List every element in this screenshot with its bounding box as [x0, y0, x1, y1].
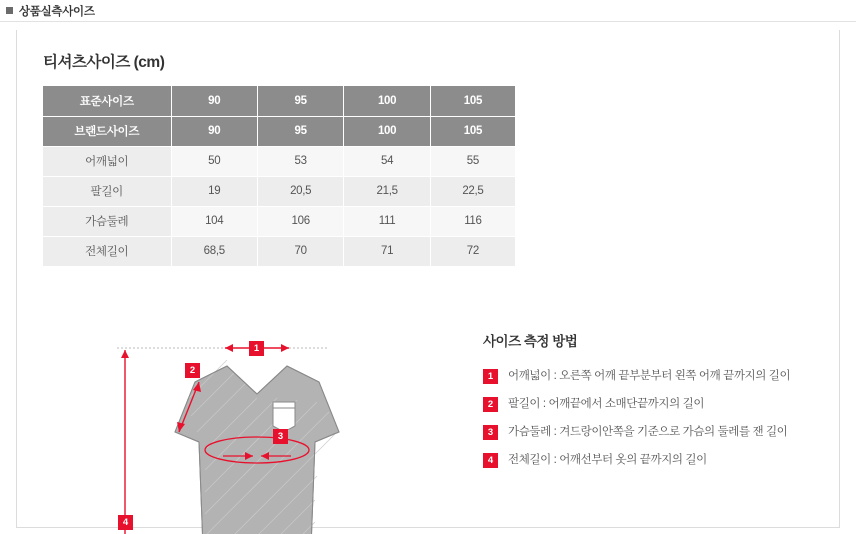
list-item [483, 368, 833, 384]
cell: 116 [430, 206, 515, 236]
method-text-1: 어깨넓이 : 오른쪽 어깨 끝부분부터 왼쪽 어깨 끝까지의 길이 [508, 370, 791, 382]
cell: 105 [430, 116, 515, 146]
cell: 50 [171, 146, 257, 176]
row-label: 표준사이즈 [43, 86, 171, 116]
table-row [43, 116, 515, 146]
row-label: 어깨넓이 [43, 146, 171, 176]
size-table [43, 86, 515, 266]
table-heading: 티셔츠사이즈 (cm) [43, 54, 165, 71]
method-badge-3: 3 [483, 425, 498, 440]
table-row [43, 206, 515, 236]
method-badge-1: 1 [483, 369, 498, 384]
diagram-badge-2: 2 [185, 363, 200, 378]
row-label: 가슴둘레 [43, 206, 171, 236]
bullet-square-icon [6, 7, 13, 14]
cell: 54 [344, 146, 430, 176]
row-label: 전체길이 [43, 236, 171, 266]
diagram-badge-1: 1 [249, 341, 264, 356]
table-row [43, 176, 515, 206]
cell: 95 [257, 116, 343, 146]
cell: 68,5 [171, 236, 257, 266]
list-item [483, 396, 833, 412]
measure-method-block [483, 330, 833, 480]
cell: 90 [171, 86, 257, 116]
method-badge-2: 2 [483, 397, 498, 412]
cell: 22,5 [430, 176, 515, 206]
row-label: 팔길이 [43, 176, 171, 206]
cell: 106 [257, 206, 343, 236]
cell: 21,5 [344, 176, 430, 206]
content-panel [16, 30, 840, 528]
page-title: 상품실측사이즈 [19, 5, 95, 18]
list-item [483, 452, 833, 468]
method-text-3: 가슴둘레 : 겨드랑이안쪽을 기준으로 가슴의 둘레를 잰 길이 [508, 426, 788, 438]
diagram-badge-3: 3 [273, 429, 288, 444]
cell: 95 [257, 86, 343, 116]
list-item [483, 424, 833, 440]
cell: 70 [257, 236, 343, 266]
cell: 71 [344, 236, 430, 266]
method-badge-4: 4 [483, 453, 498, 468]
method-text-2: 팔길이 : 어깨끝에서 소매단끝까지의 길이 [508, 398, 705, 410]
method-text-4: 전체길이 : 어깨선부터 옷의 끝까지의 길이 [508, 454, 707, 466]
table-row [43, 236, 515, 266]
cell: 100 [344, 86, 430, 116]
section-header [0, 0, 856, 22]
cell: 100 [344, 116, 430, 146]
cell: 72 [430, 236, 515, 266]
cell: 53 [257, 146, 343, 176]
table-row [43, 86, 515, 116]
cell: 105 [430, 86, 515, 116]
cell: 104 [171, 206, 257, 236]
cell: 55 [430, 146, 515, 176]
measure-method-title: 사이즈 측정 방법 [483, 334, 578, 349]
garment-diagram [77, 320, 437, 534]
diagram-badge-4: 4 [118, 515, 133, 530]
cell: 19 [171, 176, 257, 206]
table-row [43, 146, 515, 176]
cell: 111 [344, 206, 430, 236]
cell: 90 [171, 116, 257, 146]
row-label: 브랜드사이즈 [43, 116, 171, 146]
cell: 20,5 [257, 176, 343, 206]
